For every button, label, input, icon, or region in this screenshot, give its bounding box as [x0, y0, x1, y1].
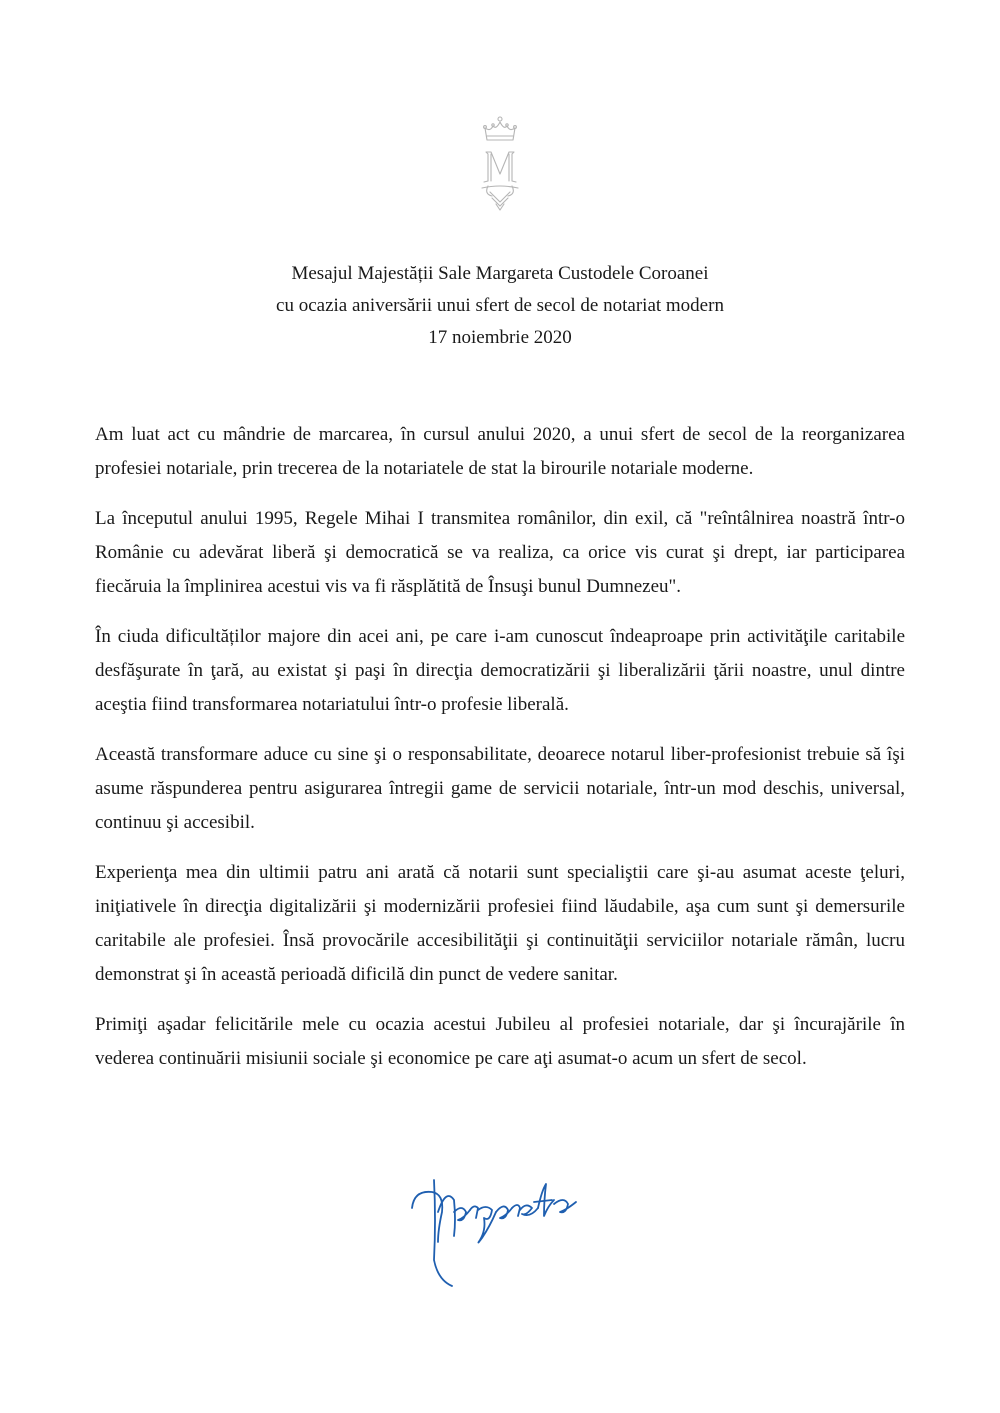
paragraph: La începutul anului 1995, Regele Mihai I transmitea românilor, din exil, că "reîntâlnirea noastră într-o Românie cu adevărat liberă şi democratică se va realiza, ca orice vis curat şi drept, iar participarea fiecăruia la împlinirea acestui vis va fi răsplătită de Însuşi bunul Dumnezeu".	[95, 508, 905, 597]
paragraph: Primiţi aşadar felicitările mele cu ocazia acestui Jubileu al profesiei notariale, dar şi încurajările în vederea continuării misiunii sociale şi economice pe care aţi asumat-o acum un sfert de secol.	[95, 1014, 905, 1069]
handwritten-signature	[408, 1160, 588, 1300]
letter-heading	[0, 258, 1000, 354]
heading-title: Mesajul Majestății Sale Margareta Custodele Coroanei	[291, 263, 709, 284]
letter-body	[95, 418, 905, 1092]
paragraph: Am luat act cu mândrie de marcarea, în cursul anului 2020, a unui sfert de secol de la reorganizarea profesiei notariale, prin trecerea de la notariatele de stat la birourile notariale moderne.	[95, 424, 905, 479]
heading-subtitle: cu ocazia aniversării unui sfert de secol de notariat modern	[276, 295, 724, 316]
heading-date: 17 noiembrie 2020	[428, 327, 572, 348]
paragraph: Experienţa mea din ultimii patru ani arată că notarii sunt specialiştii care şi-au asumat aceste ţeluri, iniţiativele în direcţia digitalizării şi modernizării profesiei fiind lăudabile, aşa cum sunt şi demersurile caritabile ale profesiei. Însă provocările accesibilităţii şi continuităţii serviciilor notariale rămân, lucru demonstrat şi în această perioadă dificilă din punct de vedere sanitar.	[95, 862, 905, 985]
paragraph: Această transformare aduce cu sine şi o responsabilitate, deoarece notarul liber-profesionist trebuie să îşi asume răspunderea pentru asigurarea întregii game de servicii notariale, într-un mod deschis, universal, continuu şi accesibil.	[95, 744, 905, 833]
crowned-m-monogram-icon	[470, 114, 530, 214]
paragraph: În ciuda dificultăților majore din acei ani, pe care i-am cunoscut îndeaproape prin activităţile caritabile desfăşurate în ţară, au existat şi paşi în direcţia democratizării şi liberalizării ţării noastre, unul dintre aceştia fiind transformarea notariatului într-o profesie liberală.	[95, 626, 905, 715]
